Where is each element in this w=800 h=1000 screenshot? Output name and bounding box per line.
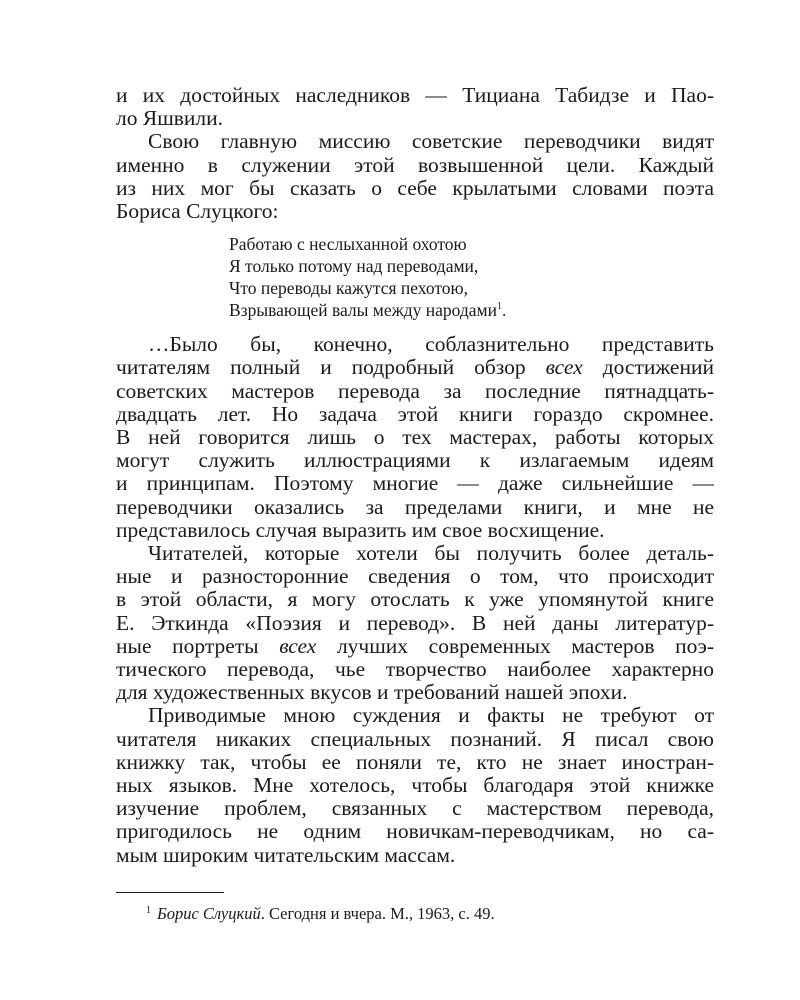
text-line: тического перевода, чье творчество наиболее характерно: [116, 657, 714, 682]
text-line: ные и разносторонние сведения о том, что происходит: [116, 564, 714, 589]
emphasis: всех: [279, 633, 317, 658]
text-line: в этой области, я могу отослать к уже упомянутой книге: [116, 587, 714, 612]
text-span: читателям полный и подробный обзор: [116, 355, 546, 380]
text-line: пригодилось не одним новичкам-переводчикам, но са-: [116, 819, 714, 844]
text-line: переводчики оказались за пределами книги, и мне не: [116, 494, 714, 519]
text-line: именно в служении этой возвышенной цели. Каждый: [116, 152, 714, 177]
text-line: и принципам. Поэтому многие — даже сильнейшие —: [116, 471, 714, 496]
text-line: Свою главную миссию советские переводчики видят: [148, 129, 714, 154]
verse-line: Что переводы кажутся пехотою,: [229, 278, 469, 299]
footnote-marker: 1: [146, 904, 151, 916]
text-line: [116, 635, 714, 658]
text-line: мым широким читательским массам.: [116, 842, 456, 867]
verse-line: Работаю с неслыханной охотою: [229, 234, 467, 255]
text-line: представилось случая выразить им свое восхищение.: [116, 517, 605, 542]
paragraph: [116, 130, 714, 223]
paragraph: [116, 84, 714, 130]
footnote: [116, 900, 714, 925]
verse-line-last: [229, 299, 714, 321]
text-line: Е. Эткинда «Поэзия и перевод». В ней даны литератур-: [116, 610, 714, 635]
text-span: достижений: [582, 355, 714, 380]
paragraph: [116, 542, 714, 704]
text-line: В ней говорится лишь о тех мастерах, работы которых: [116, 425, 714, 450]
text-line: ло Яшвили.: [116, 106, 224, 131]
text-line: и их достойных наследников — Тициана Табидзе и Пао-: [116, 83, 714, 107]
footnote-source: . Сегодня и вчера. М., 1963, с. 49.: [260, 903, 495, 923]
text-line: изучение проблем, связанных с мастерством перевода,: [116, 796, 714, 821]
paragraph: [116, 704, 714, 866]
text-line: …Было бы, конечно, соблазнительно представить: [148, 332, 714, 357]
verse-quotation: [229, 233, 714, 321]
verse-line-text: Взрывающей валы между народами: [229, 300, 497, 321]
text-line: двадцать лет. Но задача этой книги гораздо скромнее.: [116, 401, 714, 426]
text-line: читателя никаких специальных познаний. Я писал свою: [116, 726, 714, 751]
text-line: могут служить иллюстрациями к излагаемым идеям: [116, 448, 714, 473]
footnote-author: Борис Слуцкий: [157, 903, 261, 923]
footnote-divider: [116, 892, 224, 893]
text-line: Приводимые мною суждения и факты не требуют от: [148, 703, 714, 728]
paragraph: [116, 333, 714, 542]
text-span: ные портреты: [116, 633, 280, 658]
verse-end-punctuation: .: [501, 300, 507, 321]
text-line: советских мастеров перевода за последние пятнадцать-: [116, 378, 714, 403]
text-line: Бориса Слуцкого:: [116, 199, 279, 224]
emphasis: всех: [545, 355, 583, 380]
text-line: [116, 356, 714, 379]
verse-line: Я только потому над переводами,: [229, 256, 479, 277]
book-page: [116, 84, 714, 925]
text-line: книжку так, чтобы ее поняли те, кто не знает иностран-: [116, 749, 714, 774]
text-line: Читателей, которые хотели бы получить более деталь-: [148, 541, 714, 566]
footnote-reference: 1: [496, 301, 502, 313]
text-line: ных языков. Мне хотелось, чтобы благодаря этой книжке: [116, 773, 714, 798]
text-span: лучших современных мастеров поэ-: [316, 633, 714, 658]
text-line: для художественных вкусов и требований нашей эпохи.: [116, 680, 628, 705]
text-line: из них мог бы сказать о себе крылатыми словами поэта: [116, 175, 714, 200]
